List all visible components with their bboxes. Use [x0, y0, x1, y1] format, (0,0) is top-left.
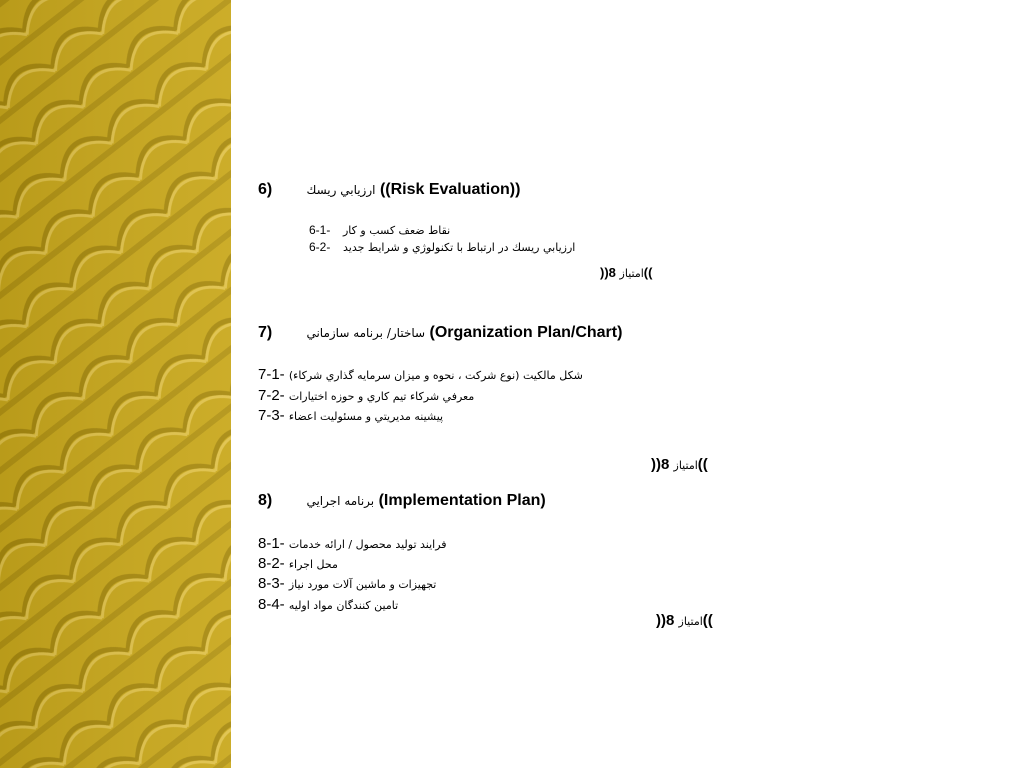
list-item: 8-1- فرايند توليد محصول / ارائه خدمات — [258, 535, 447, 552]
roof-tile-pattern — [0, 0, 231, 768]
section-7-heading — [258, 324, 622, 342]
section-title-en: (Organization Plan/Chart) — [429, 324, 623, 341]
section-number: 7) — [258, 324, 273, 341]
section-6-heading — [258, 181, 520, 199]
section-title-en: ((Risk Evaluation)) — [379, 181, 521, 198]
section-8-heading — [258, 492, 546, 510]
list-item: 6-2- ارزيابي ريسك در ارتباط با تكنولوژي و شرايط جديد — [309, 240, 576, 254]
list-item: 7-1- شكل مالكيت (نوع شركت ، نحوه و ميزان سرمايه گذاري شركاء) — [258, 366, 583, 383]
list-item: 6-1- نقاط ضعف كسب و كار — [309, 223, 451, 237]
score-label: ))8 امتياز(( — [651, 456, 708, 473]
list-item: 7-3- پيشينه مديريتي و مسئوليت اعضاء — [258, 407, 444, 424]
score-label: ))8 امتياز(( — [656, 612, 713, 629]
list-item: 8-3- تجهيزات و ماشين آلات مورد نياز — [258, 575, 437, 592]
section-title-fa: ساختار/ برنامه سازماني — [306, 326, 426, 340]
list-item: 8-4- تامين كنندگان مواد اوليه — [258, 596, 399, 613]
decorative-tile-panel — [0, 0, 231, 768]
section-number: 6) — [258, 181, 273, 198]
list-item: 7-2- معرفي شركاء تيم كاري و حوزه اختيارات — [258, 387, 475, 404]
section-number: 8) — [258, 492, 273, 509]
section-title-fa: برنامه اجرايي — [306, 494, 375, 508]
score-label: ))8 امتياز(( — [600, 265, 653, 280]
list-item: 8-2- محل اجراء — [258, 555, 338, 572]
section-title-fa: ارزيابي ريسك — [306, 183, 376, 197]
section-title-en: (Implementation Plan) — [378, 492, 546, 509]
